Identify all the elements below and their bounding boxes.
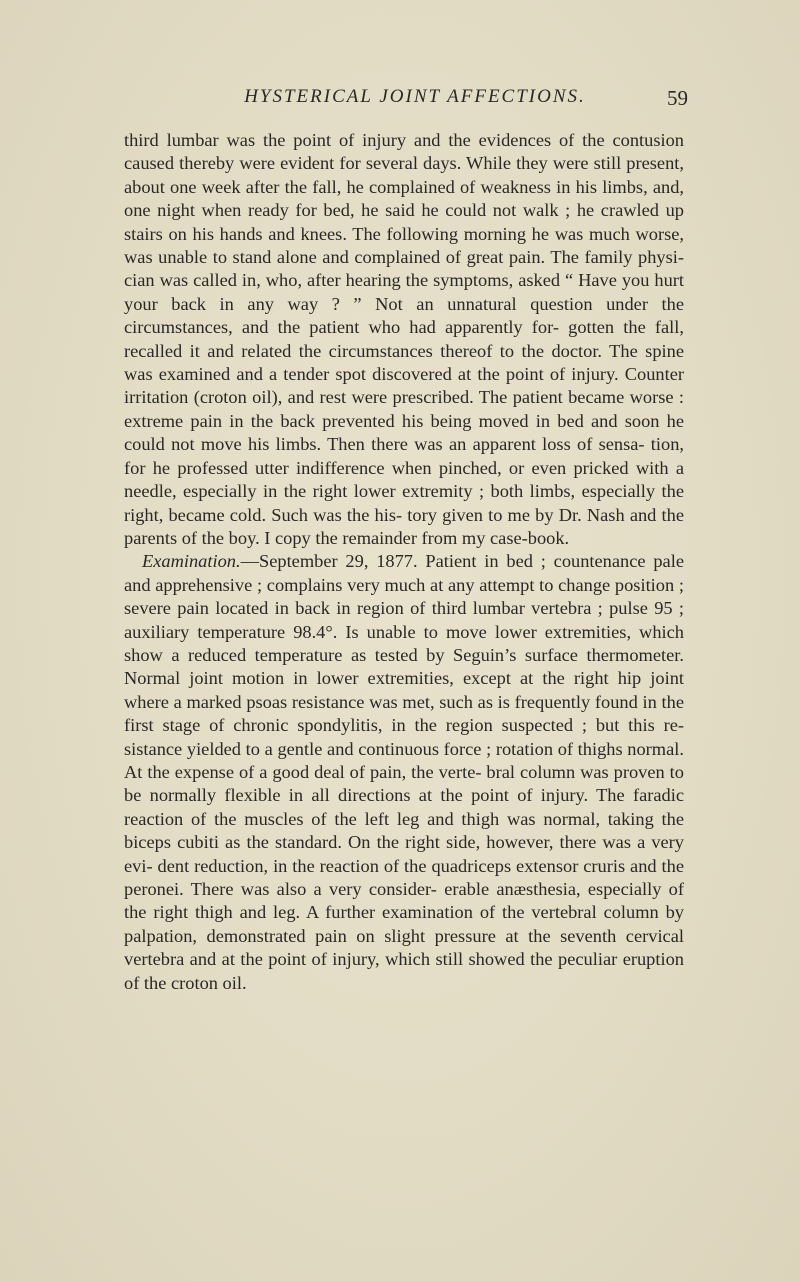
page-number: 59 bbox=[667, 86, 688, 110]
paragraph-examination bbox=[124, 550, 684, 995]
paragraph-continued: third lumbar was the point of injury and the evidences of the contusion caused thereby were evident for several days. While they were still present, about one week after the fall, he complained of weakness in his limbs, and, one night when ready for bed, he said he could not walk ; he crawled up stairs on his hands and knees. The following morning he was much worse, was unable to stand alone and complained of great pain. The family physi- cian was called in, who, after hearing the symptoms, asked “ Have you hurt your back in any way ? ” Not an unnatural question under the circumstances, and the patient who had apparently for- gotten the fall, recalled it and related the circumstances thereof to the doctor. The spine was examined and a tender spot discovered at the point of injury. Counter irritation (croton oil), and rest were prescribed. The patient became worse : extreme pain in the back prevented his being moved in bed and soon he could not move his limbs. Then there was an apparent loss of sensa- tion, for he professed utter indifference when pinched, or even pricked with a needle, especially in the right lower extremity ; both limbs, especially the right, became cold. Such was the his- tory given to me by Dr. Nash and the parents of the boy. I copy the remainder from my case-book. bbox=[124, 130, 684, 548]
running-head bbox=[0, 86, 800, 112]
body-text bbox=[124, 129, 684, 995]
paragraph-examination-text: —September 29, 1877. Patient in bed ; countenance pale and apprehensive ; complains very much at any attempt to change position ; severe pain located in back in region of third lumbar vertebra ; pulse 95 ; auxiliary temperature 98.4°. Is unable to move lower extremities, which show a reduced temperature as tested by Seguin’s surface thermometer. Normal joint motion in lower extremities, except at the right hip joint where a marked psoas resistance was met, such as is frequently found in the first stage of chronic spondylitis, in the region suspected ; but this re- sistance yielded to a gentle and continuous force ; rotation of thighs normal. At the expense of a good deal of pain, the verte- bral column was proven to be normally flexible in all directions at the point of injury. The faradic reaction of the muscles of the left leg and thigh was normal, taking the biceps cubiti as the standard. On the right side, however, there was a very evi- dent reduction, in the reaction of the quadriceps extensor cruris and the peronei. There was also a very consider- erable anæsthesia, especially of the right thigh and leg. A further examination of the vertebral column by palpation, demonstrated pain on slight pressure at the seventh cervical vertebra and at the point of injury, which still showed the peculiar eruption of the croton oil. bbox=[124, 551, 684, 993]
paragraph-lead-italic: Examination. bbox=[142, 551, 241, 572]
running-title: HYSTERICAL JOINT AFFECTIONS. bbox=[244, 86, 586, 107]
